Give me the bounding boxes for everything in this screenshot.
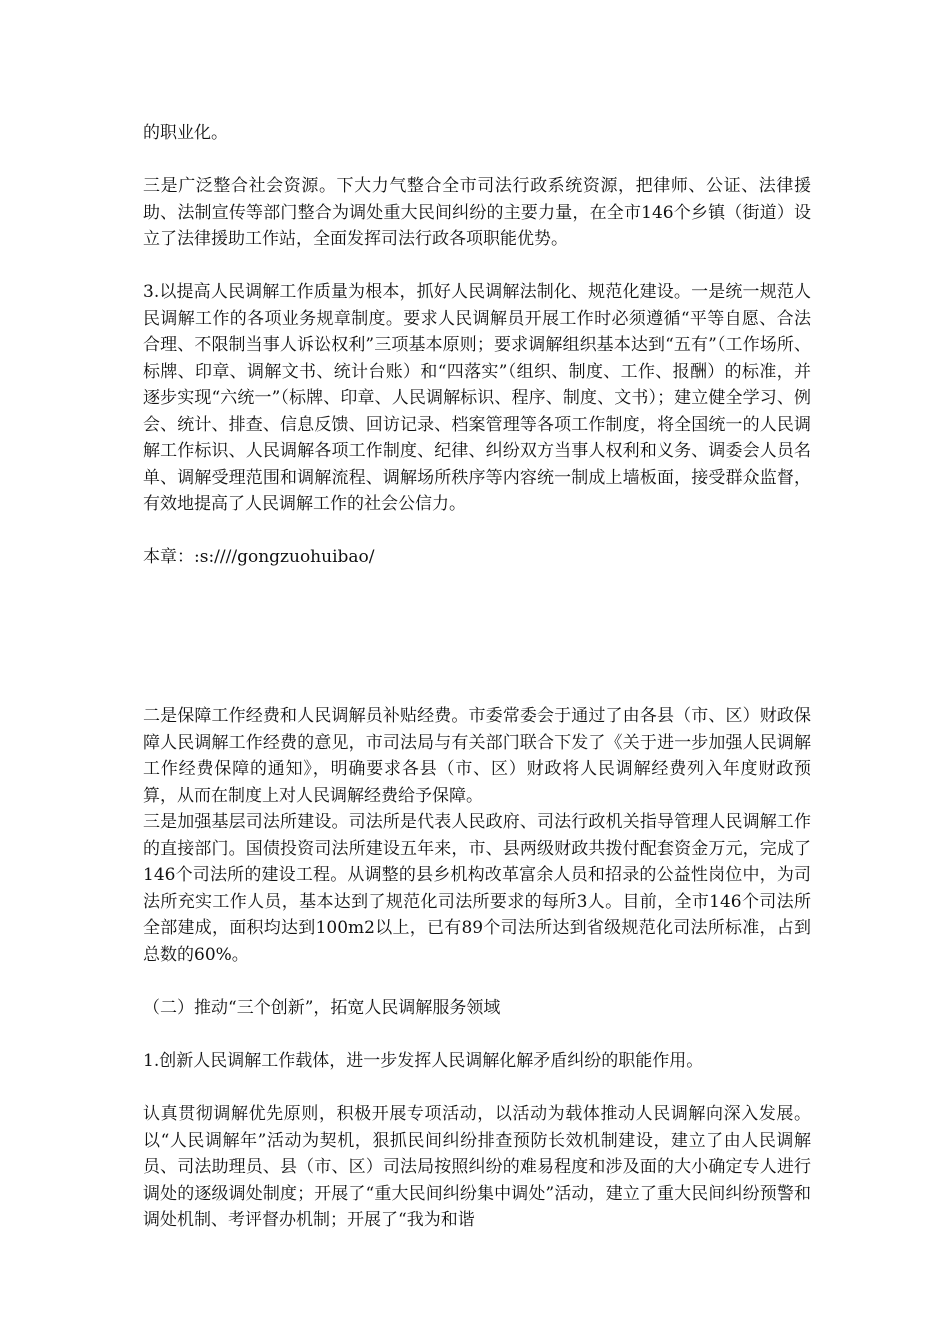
paragraph-1: 的职业化。 <box>143 123 228 143</box>
paragraph-2: 三是广泛整合社会资源。下大力气整合全市司法行政系统资源，把律师、公证、法律援助、法制宣传等部门整合为调处重大民间纠纷的主要力量，在全市146个乡镇（街道）设立了法律援助工作站，全面发挥司法行政各项职能优势。 <box>143 176 811 249</box>
section-heading: （二）推动“三个创新”，拓宽人民调解服务领域 <box>143 998 501 1018</box>
source-note: 本章：:s:////gongzuohuibao/ <box>143 547 375 567</box>
paragraph-6: 1.创新人民调解工作载体，进一步发挥人民调解化解矛盾纠纷的职能作用。 <box>143 1051 704 1071</box>
paragraph-4: 二是保障工作经费和人民调解员补贴经费。市委常委会于通过了由各县（市、区）财政保障人民调解工作经费的意见，市司法局与有关部门联合下发了《关于进一步加强人民调解工作经费保障的通知》，明确要求各县（市、区）财政将人民调解经费列入年度财政预算，从而在制度上对人民调解经费给予保障。 <box>143 706 811 806</box>
paragraph-5: 三是加强基层司法所建设。司法所是代表人民政府、司法行政机关指导管理人民调解工作的直接部门。国债投资司法所建设五年来，市、县两级财政共拨付配套资金万元，完成了146个司法所的建设工程。从调整的县乡机构改革富余人员和招录的公益性岗位中，为司法所充实工作人员，基本达到了规范化司法所要求的每所3人。目前，全市146个司法所全部建成，面积均达到100m2以上，已有89个司法所达到省级规范化司法所标准，占到总数的60%。 <box>143 812 811 965</box>
paragraph-3: 3.以提高人民调解工作质量为根本，抓好人民调解法制化、规范化建设。一是统一规范人民调解工作的各项业务规章制度。要求人民调解员开展工作时必须遵循“平等自愿、合法合理、不限制当事人诉讼权利”三项基本原则；要求调解组织基本达到“五有”（工作场所、标牌、印章、调解文书、统计台账）和“四落实”（组织、制度、工作、报酬）的标准，并逐步实现“六统一”（标牌、印章、人民调解标识、程序、制度、文书）；建立健全学习、例会、统计、排查、信息反馈、回访记录、档案管理等各项工作制度，将全国统一的人民调解工作标识、人民调解各项工作制度、纪律、纠纷双方当事人权利和义务、调委会人员名单、调解受理范围和调解流程、调解场所秩序等内容统一制成上墙板面，接受群众监督，有效地提高了人民调解工作的社会公信力。 <box>143 282 811 514</box>
paragraph-7: 认真贯彻调解优先原则，积极开展专项活动，以活动为载体推动人民调解向深入发展。以“人民调解年”活动为契机，狠抓民间纠纷排查预防长效机制建设，建立了由人民调解员、司法助理员、县（市、区）司法局按照纠纷的难易程度和涉及面的大小确定专人进行调处的逐级调处制度；开展了“重大民间纠纷集中调处”活动，建立了重大民间纠纷预警和调处机制、考评督办机制；开展了“我为和谐 <box>143 1104 811 1230</box>
